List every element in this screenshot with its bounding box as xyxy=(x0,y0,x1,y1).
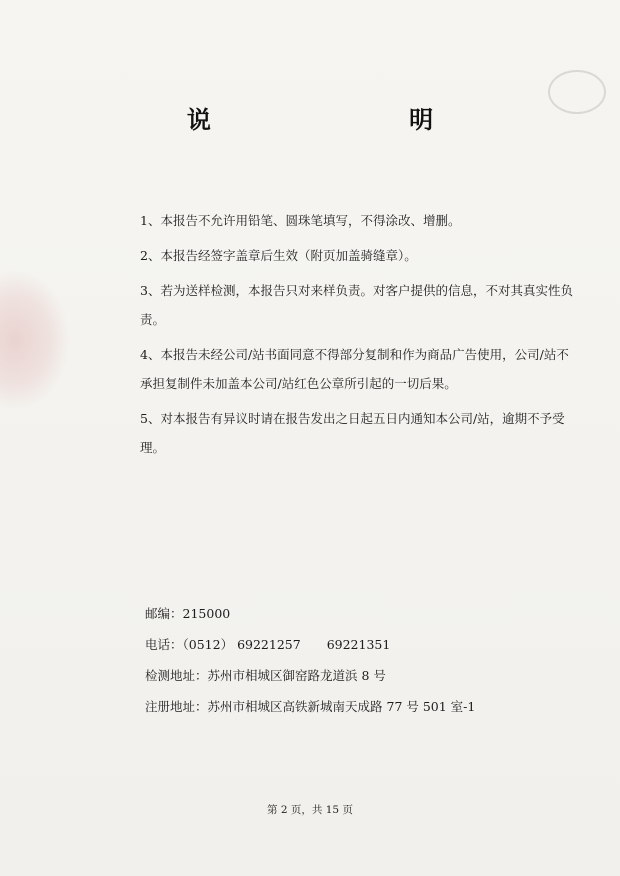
show-through-seal-stain xyxy=(0,270,70,410)
notice-item-5: 5、对本报告有异议时请在报告发出之日起五日内通知本公司/站，逾期不予受理。 xyxy=(140,411,565,455)
test-address-label: 检测地址： xyxy=(145,668,208,683)
phone-number-1: 69221257 xyxy=(237,637,301,652)
notice-list xyxy=(140,206,580,468)
registered-address-line xyxy=(145,691,565,722)
phone-area-code: （0512） xyxy=(182,637,234,652)
postcode-label: 邮编： xyxy=(145,606,183,621)
notice-item-2: 2、本报告经签字盖章后生效（附页加盖骑缝章）。 xyxy=(140,248,417,263)
page-number: 第 2 页，共 15 页 xyxy=(267,804,353,816)
phone-number-2: 69221351 xyxy=(326,637,391,652)
test-address-line xyxy=(145,660,565,691)
contact-block xyxy=(145,598,565,722)
notice-item-3: 3、若为送样检测，本报告只对来样负责。对客户提供的信息，不对其真实性负责。 xyxy=(140,283,573,327)
postcode-line xyxy=(145,598,565,629)
notice-item-4: 4、本报告未经公司/站书面同意不得部分复制和作为商品广告使用，公司/站不承担复制件未加盖本公司/站红色公章所引起的一切后果。 xyxy=(140,347,569,391)
registered-address-label: 注册地址： xyxy=(145,699,208,714)
notice-item-1: 1、本报告不允许用铅笔、圆珠笔填写，不得涂改、增删。 xyxy=(140,213,461,228)
test-address-value: 苏州市相城区御窑路龙道浜 8 号 xyxy=(207,668,386,683)
page-title: 说 明 xyxy=(186,106,529,134)
postcode-value: 215000 xyxy=(182,606,231,621)
registered-address-value: 苏州市相城区高铁新城南天成路 77 号 501 室-1 xyxy=(207,699,476,714)
phone-label: 电话： xyxy=(145,637,183,652)
phone-line xyxy=(145,629,565,660)
